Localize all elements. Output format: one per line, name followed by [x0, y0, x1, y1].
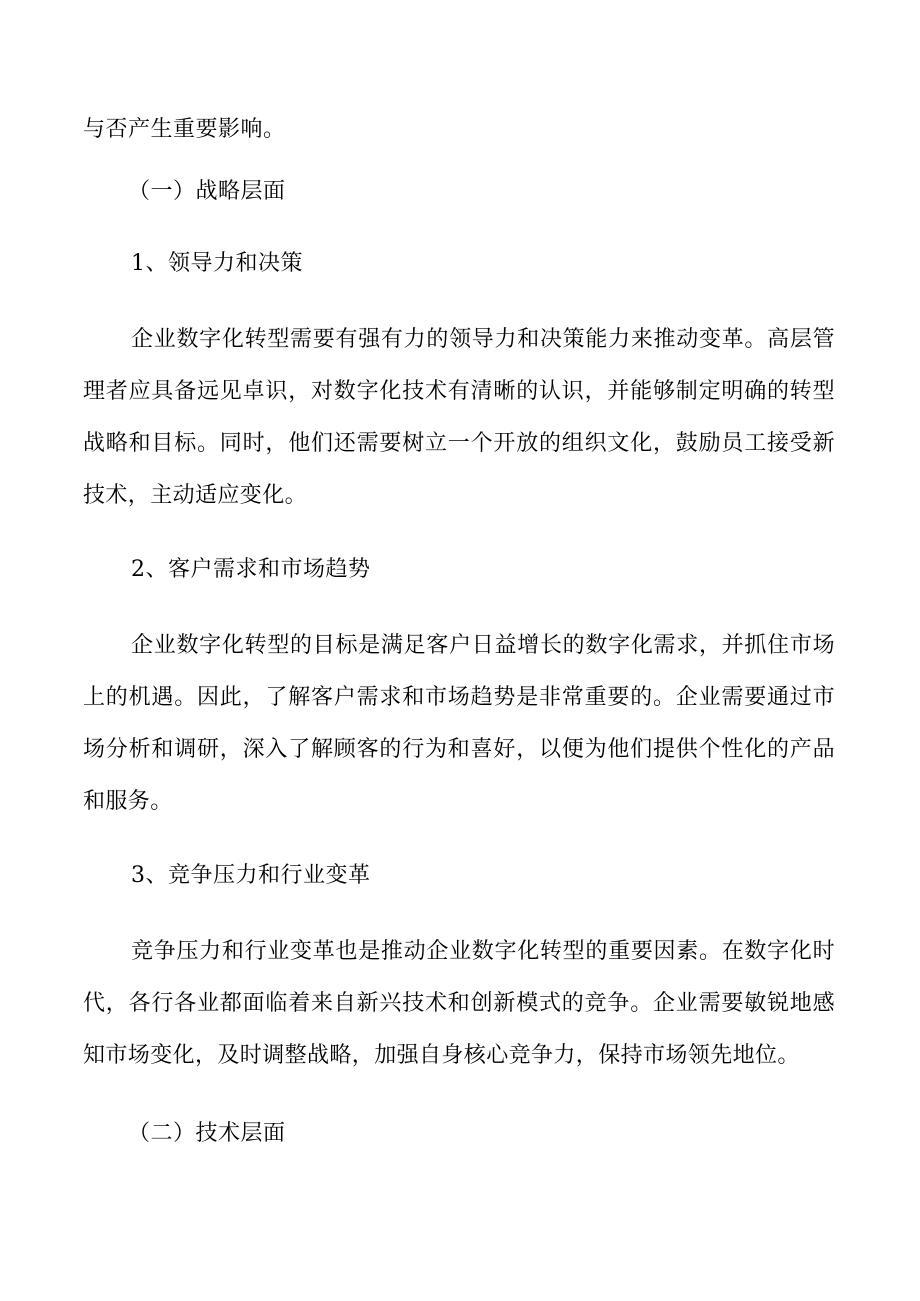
section-heading-strategy: （一）战略层面 [128, 179, 286, 204]
item-title-customer-market: 2、客户需求和市场趋势 [131, 557, 371, 582]
item-body-competition: 竞争压力和行业变革也是推动企业数字化转型的重要因素。在数字化时代，各行各业都面临着来自新兴技术和创新模式的竞争。企业需要敏锐地感知市场变化，及时调整战略，加强自身核心竞争力，保持市场领先地位。 [83, 939, 835, 1068]
section-heading-technology: （二）技术层面 [128, 1121, 286, 1146]
item-body-customer-market: 企业数字化转型的目标是满足客户日益增长的数字化需求，并抓住市场上的机遇。因此，了解客户需求和市场趋势是非常重要的。企业需要通过市场分析和调研，深入了解顾客的行为和喜好，以便为他们提供个性化的产品和服务。 [83, 633, 835, 814]
item-title-competition: 3、竞争压力和行业变革 [131, 863, 371, 888]
item-title-leadership: 1、领导力和决策 [131, 251, 303, 276]
item-body-leadership: 企业数字化转型需要有强有力的领导力和决策能力来推动变革。高层管理者应具备远见卓识，对数字化技术有清晰的认识，并能够制定明确的转型战略和目标。同时，他们还需要树立一个开放的组织文化，鼓励员工接受新技术，主动适应变化。 [83, 327, 835, 508]
intro-tail-text: 与否产生重要影响。 [83, 117, 286, 142]
